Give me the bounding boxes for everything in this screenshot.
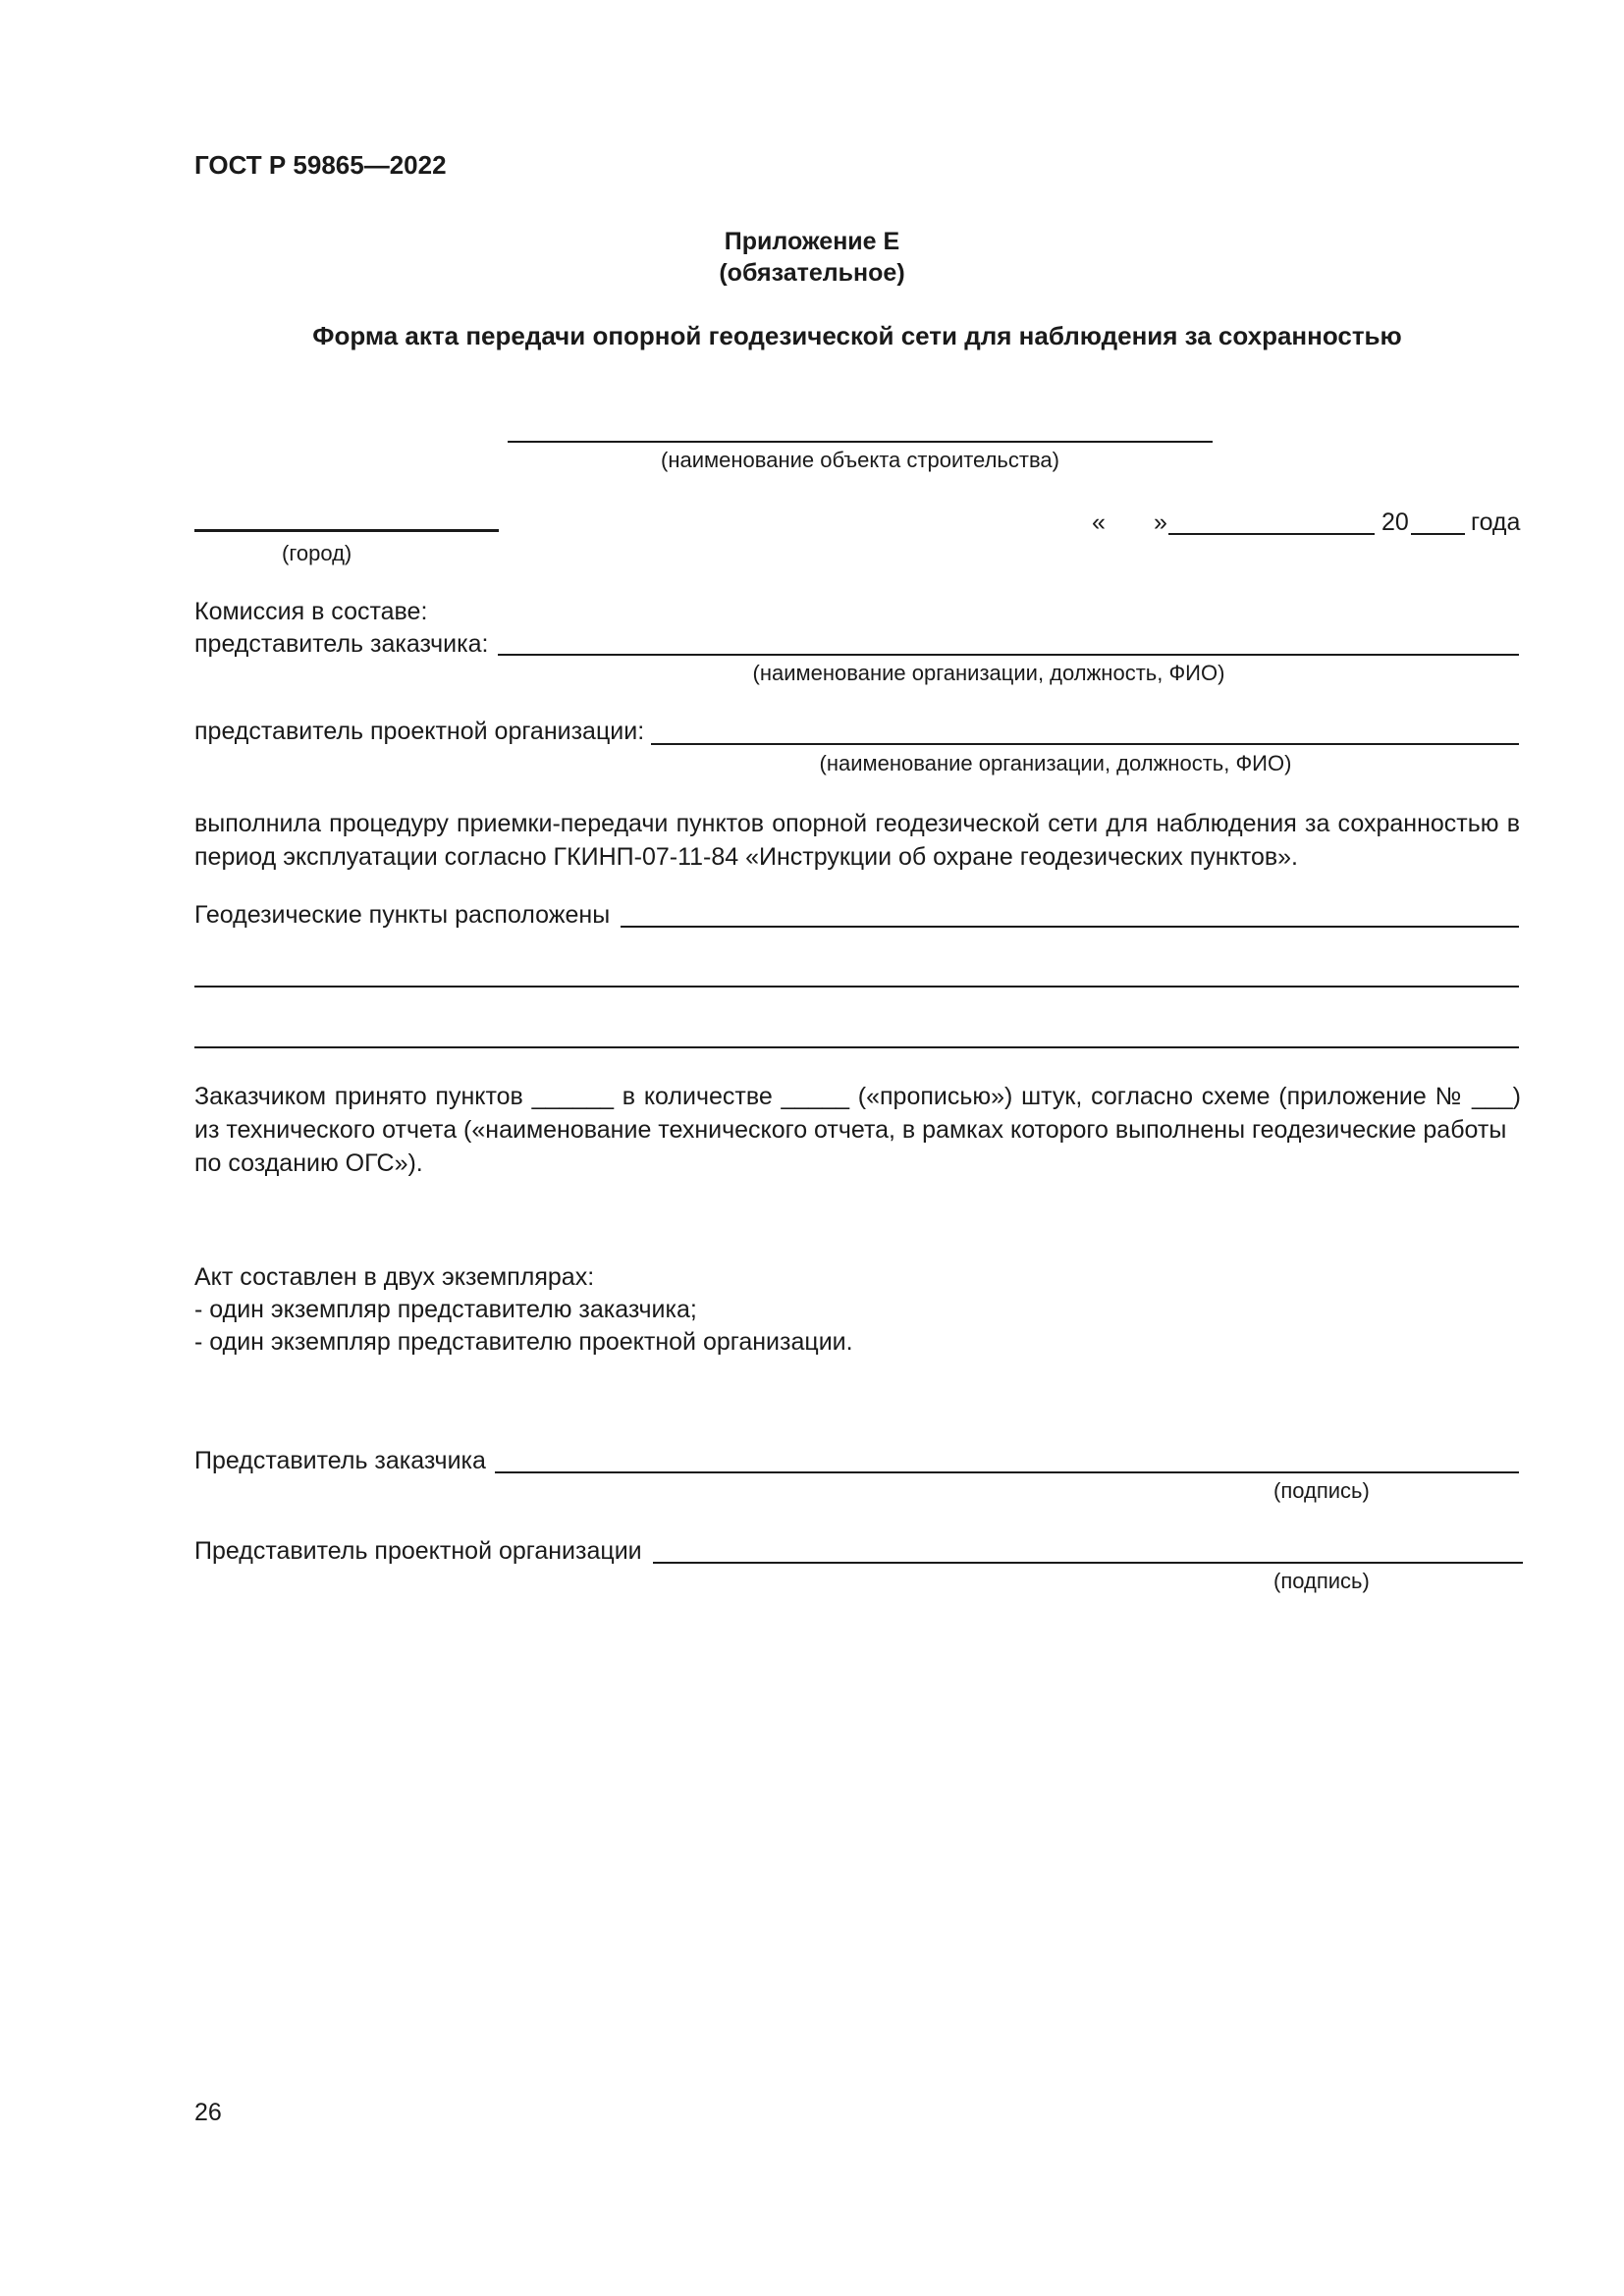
location-line-1 xyxy=(621,926,1519,928)
customer-rep-line xyxy=(498,654,1519,656)
date-month-line xyxy=(1168,533,1375,535)
design-org-signature-label: Представитель проектной организации xyxy=(194,1537,642,1565)
customer-signature-label: Представитель заказчика xyxy=(194,1447,486,1474)
form-title: Форма акта передачи опорной геодезической сети для наблюдения за сохранностью xyxy=(312,321,1402,350)
customer-signature-line xyxy=(495,1471,1519,1473)
accepted-line-1: Заказчиком принято пунктов ______ в количестве _____ («прописью») штук, согласно схеме (приложение № ___) xyxy=(194,1083,1521,1110)
standard-designation: ГОСТ Р 59865—2022 xyxy=(194,150,447,180)
copies-item-customer: - один экземпляр представителю заказчика; xyxy=(194,1296,697,1323)
design-org-signature-line xyxy=(653,1562,1523,1564)
copies-item-design-org: - один экземпляр представителю проектной организации. xyxy=(194,1328,853,1356)
date-open-quote: « xyxy=(1092,508,1106,536)
city-caption: (город) xyxy=(282,541,352,565)
design-org-rep-line xyxy=(651,743,1519,745)
accepted-line-3: по созданию ОГС»). xyxy=(194,1149,423,1177)
copies-intro: Акт составлен в двух экземплярах: xyxy=(194,1263,595,1291)
appendix-status: (обязательное) xyxy=(719,259,905,287)
date-century: 20 xyxy=(1381,508,1409,536)
design-org-rep-label: представитель проектной организации: xyxy=(194,718,645,745)
customer-signature-caption: (подпись) xyxy=(1273,1478,1370,1503)
customer-rep-caption: (наименование организации, должность, ФИО) xyxy=(752,661,1225,685)
object-name-caption: (наименование объекта строительства) xyxy=(661,448,1059,472)
date-year-line xyxy=(1411,533,1465,535)
design-org-rep-caption: (наименование организации, должность, ФИО) xyxy=(819,751,1292,775)
location-line-2 xyxy=(194,986,1519,988)
location-label: Геодезические пункты расположены xyxy=(194,901,611,929)
customer-rep-label: представитель заказчика: xyxy=(194,630,489,658)
procedure-paragraph: выполнила процедуру приемки-передачи пунктов опорной геодезической сети для наблюдения за сохранностью в период эксплуатации согласно ГКИНП-07-11-84 «Инструкции об охране геодезических пунктов». xyxy=(194,810,1520,871)
accepted-line-2: из технического отчета («наименование технического отчета, в рамках которого выполнены геодезические работы xyxy=(194,1116,1507,1144)
commission-intro: Комиссия в составе: xyxy=(194,598,428,625)
object-name-line xyxy=(508,441,1213,443)
page-number: 26 xyxy=(194,2099,222,2126)
appendix-title: Приложение Е xyxy=(724,228,900,255)
design-org-signature-caption: (подпись) xyxy=(1273,1569,1370,1593)
location-line-3 xyxy=(194,1046,1519,1048)
date-year-word: года xyxy=(1471,508,1521,536)
date-close-quote: » xyxy=(1154,508,1167,536)
city-line xyxy=(194,529,499,532)
